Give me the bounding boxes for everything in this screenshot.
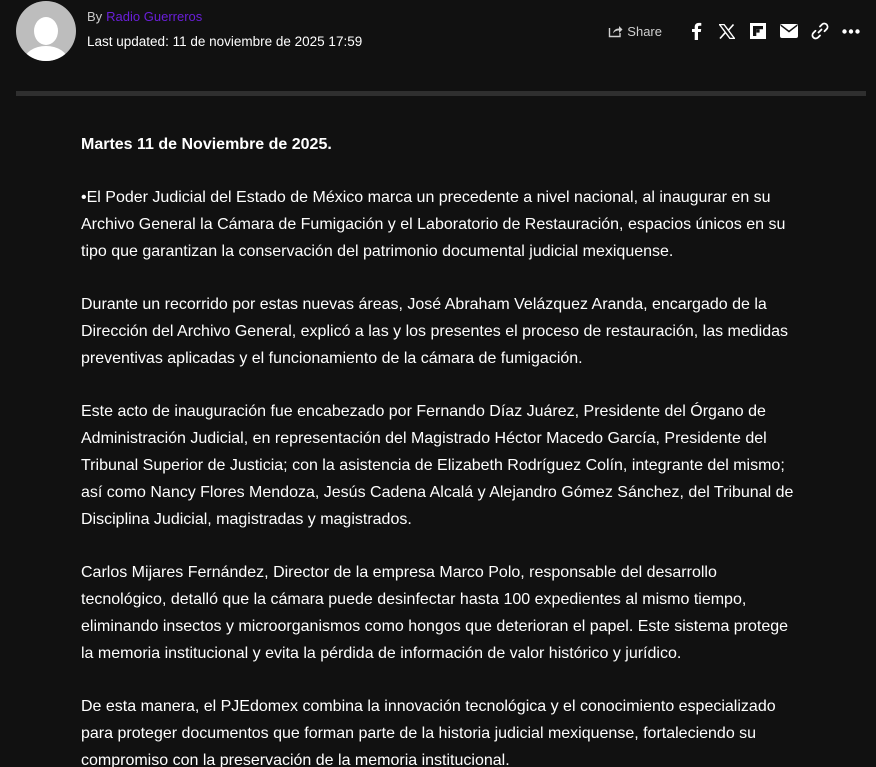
- article-body: [81, 131, 803, 767]
- x-icon: [719, 24, 735, 39]
- share-bar: [608, 20, 862, 42]
- email-share-button[interactable]: [778, 20, 800, 42]
- email-icon: [780, 24, 798, 38]
- facebook-share-button[interactable]: [685, 20, 707, 42]
- x-share-button[interactable]: [716, 20, 738, 42]
- article-header: [0, 0, 876, 90]
- share-icon: [608, 24, 623, 38]
- article-paragraph: De esta manera, el PJEdomex combina la innovación tecnológica y el conocimiento especializado para proteger documentos que forman parte de la historia judicial mexiquense, fortaleciendo su compromiso con la preservación de la memoria institucional.: [81, 698, 776, 767]
- article-paragraph: Este acto de inauguración fue encabezado por Fernando Díaz Juárez, Presidente del Órgano de Administración Judicial, en representación del Magistrado Héctor Macedo García, Presidente del Tribunal Superior de Justicia; con la asistencia de Elizabeth Rodríguez Colín, integrante del mismo; así como Nancy Flores Mendoza, Jesús Cadena Alcalá y Alejandro Gómez Sánchez, del Tribunal de Disciplina Judicial, magistradas y magistrados.: [81, 403, 794, 528]
- article-paragraph: •El Poder Judicial del Estado de México marca un precedente a nivel nacional, al inaugurar en su Archivo General la Cámara de Fumigación y el Laboratorio de Restauración, espacios únicos en su tipo que garantizan la conservación del patrimonio documental judicial mexiquense.: [81, 189, 786, 260]
- more-icon: [842, 29, 860, 34]
- more-options-button[interactable]: [840, 20, 862, 42]
- author-link[interactable]: Radio Guerreros: [106, 9, 203, 24]
- avatar-head-shape: [34, 17, 58, 45]
- last-updated: Last updated: 11 de noviembre de 2025 17:59: [87, 34, 363, 49]
- facebook-icon: [690, 22, 702, 40]
- link-icon: [811, 22, 829, 40]
- by-label: By: [87, 9, 103, 24]
- header-divider: [16, 91, 866, 96]
- copy-link-button[interactable]: [809, 20, 831, 42]
- share-label: Share: [627, 23, 662, 39]
- flipboard-icon: [750, 23, 766, 39]
- flipboard-share-button[interactable]: [747, 20, 769, 42]
- author-avatar: [16, 1, 76, 61]
- article-paragraph: Durante un recorrido por estas nuevas áreas, José Abraham Velázquez Aranda, encargado de la Dirección del Archivo General, explicó a las y los presentes el proceso de restauración, las medidas preventivas aplicadas y el funcionamiento de la cámara de fumigación.: [81, 296, 789, 367]
- article-date: Martes 11 de Noviembre de 2025.: [81, 136, 332, 153]
- avatar-body-shape: [24, 46, 68, 61]
- share-button[interactable]: [608, 24, 662, 39]
- article-paragraph: Carlos Mijares Fernández, Director de la empresa Marco Polo, responsable del desarrollo tecnológico, detalló que la cámara puede desinfectar hasta 100 expedientes al mismo tiempo, eliminando insectos y microorganismos como hongos que deterioran el papel. Este sistema protege la memoria institucional y evita la pérdida de información de valor histórico y jurídico.: [81, 564, 789, 662]
- byline: [87, 9, 202, 25]
